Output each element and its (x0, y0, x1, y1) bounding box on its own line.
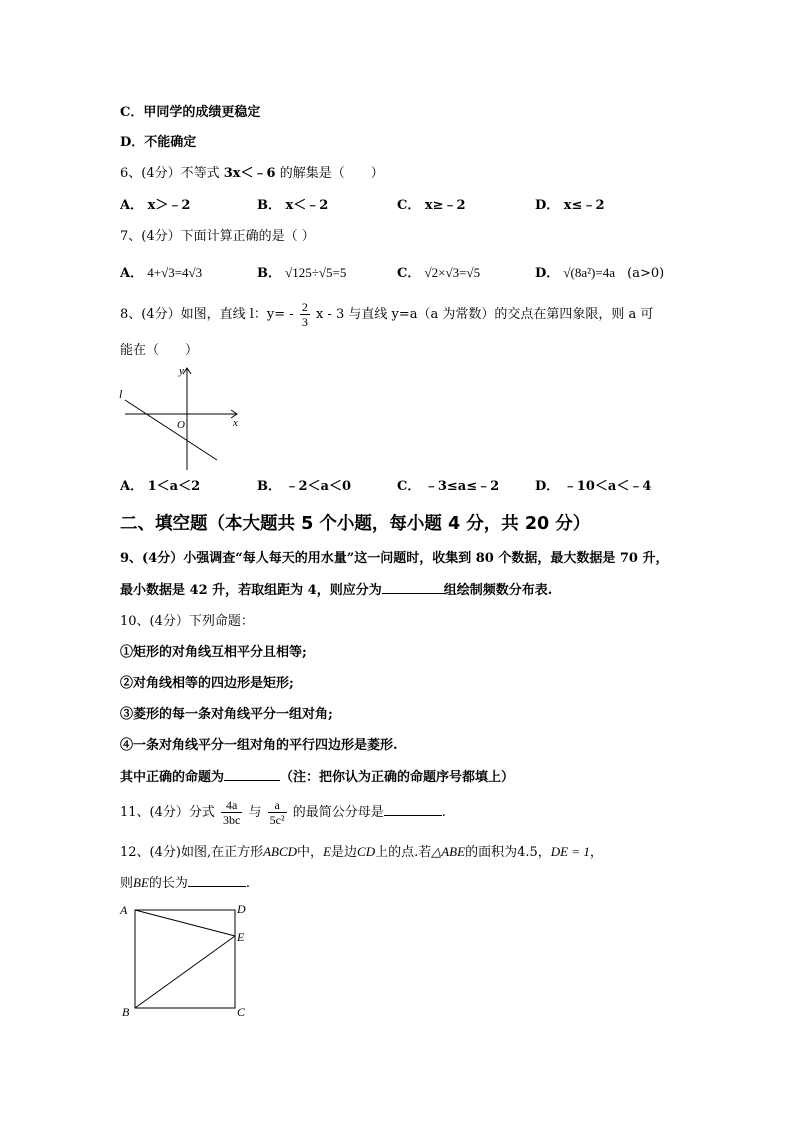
label-y: y (179, 365, 184, 377)
q12-text-shibian: 是边 (331, 845, 358, 860)
q8-stem-pre: 8、(4分）如图，直线 l：y= - (120, 307, 294, 322)
q7-option-a-label: A． (120, 266, 144, 281)
line-l (125, 400, 217, 460)
q7-option-a (120, 264, 202, 283)
q12-answer-blank[interactable] (188, 874, 246, 887)
q6-stem-post: 的解集是（ ） (279, 166, 384, 181)
q8-option-a: A． 1＜a＜2 (120, 479, 201, 494)
q12-square-name: ABCD (263, 844, 298, 859)
q9-answer-blank[interactable] (382, 581, 444, 594)
q6-stem-expr: 3x＜﹣6 (223, 166, 276, 181)
q11-fraction-2-denominator: 5c² (269, 813, 285, 827)
q12-line2: 则BE的长为 . (120, 875, 251, 891)
label-x: x (233, 417, 238, 429)
q11-answer-blank[interactable] (384, 803, 442, 816)
q11-fraction-1-denominator: 3bc (223, 813, 241, 827)
square-abcd (135, 910, 235, 1008)
q7-option-c-expr: √2×√3=√5 (424, 265, 481, 280)
q12-de-length: DE = 1 (550, 844, 590, 859)
q6-stem-pre: 6、(4分）不等式 (120, 166, 220, 181)
section-title: 二、填空题（本大题共 5 个小题，每小题 4 分，共 20 分） (120, 514, 591, 534)
q6-option-c: C． x≥﹣2 (397, 198, 466, 213)
q5-option-d: D．不能确定 (120, 135, 197, 150)
q12-line2-pre: 则 (120, 876, 134, 891)
q7-option-c-label: C． (397, 266, 421, 281)
q9-line2-pre: 最小数据是 42 升，若取组距为 4，则应分为 (120, 583, 382, 598)
q12-comma: ， (589, 845, 603, 860)
q8-stem-post: x - 3 与直线 y=a（a 为常数）的交点在第四象限，则 a 可 (315, 307, 654, 322)
q9-line1: 9、(4分）小强调查“每人每天的用水量”这一问题时，收集到 80 个数据，最大数据是 70 升， (120, 551, 669, 566)
q12-square-figure (115, 898, 260, 1023)
q7-option-d-label: D． (535, 266, 560, 281)
q7-option-a-expr: 4+√3=4√3 (147, 265, 203, 280)
label-d: D (237, 902, 246, 916)
q7-option-d (535, 264, 664, 283)
q5-option-c: C．甲同学的成绩更稳定 (120, 105, 261, 120)
q8-coordinate-figure (115, 362, 245, 474)
q11-stem-post: 的最简公分母是 (292, 805, 384, 820)
label-b: B (122, 1005, 130, 1019)
q11-fraction-1-numerator: 4a (221, 798, 242, 813)
q8-stem (120, 300, 653, 330)
q8-fraction-denominator: 3 (301, 315, 308, 329)
q10-item-4: ④一条对角线平分一组对角的平行四边形是菱形. (120, 738, 398, 753)
q10-item-3: ③菱形的每一条对角线平分一组对角; (120, 707, 333, 722)
label-o: O (177, 419, 185, 431)
q10-answer-pre: 其中正确的命题为 (120, 770, 225, 785)
q12-segment-be: BE (133, 875, 149, 890)
q8-stem-line2: 能在（ ） (120, 343, 199, 358)
label-a: A (120, 903, 128, 917)
q12-text-zhong: 中， (297, 845, 324, 860)
q10-answer-post: （注：把你认为正确的命题序号都填上） (280, 770, 515, 785)
q8-option-b: B． ﹣2＜a＜0 (257, 479, 352, 494)
label-c: C (237, 1005, 246, 1019)
q7-option-c (397, 264, 480, 283)
q7-option-b-label: B． (257, 266, 281, 281)
q11-fraction-2-numerator: a (268, 798, 287, 813)
q7-option-b (257, 264, 346, 283)
q12-text-shangdian: 上的点.若 (375, 845, 432, 860)
q12-text-area: 的面积为4.5， (465, 845, 551, 860)
q6-stem (120, 165, 384, 183)
q12-triangle: △ABE (431, 844, 466, 859)
q12-point-e: E (323, 844, 332, 859)
q8-fraction (300, 300, 310, 329)
q10-answer-line (120, 768, 514, 787)
q7-stem: 7、(4分）下面计算正确的是（ ） (120, 229, 315, 244)
q11-fraction-1 (221, 798, 242, 827)
q11-stem: 11、(4分）分式 $\frac{4a}{3bc}$ 与 $\frac{a}{\text{5c²}}$ 的最简公分母是 . (120, 798, 446, 827)
q12-line1 (120, 843, 603, 862)
q6-option-d: D． x≤﹣2 (535, 198, 605, 213)
q8-option-c: C． ﹣3≤a≤﹣2 (397, 479, 500, 494)
q11-stem-pre: 11、(4分）分式 (120, 805, 215, 820)
q12-side-cd: CD (357, 844, 376, 859)
q11-mid: 与 (248, 805, 262, 820)
q9-line2-post: 组绘制频数分布表. (443, 583, 553, 598)
q6-option-b: B． x＜﹣2 (257, 198, 329, 213)
q10-item-2: ②对角线相等的四边形是矩形; (120, 676, 294, 691)
label-l: l (119, 387, 123, 401)
q7-option-d-condition: (a>0) (627, 266, 665, 281)
q10-item-1: ①矩形的对角线互相平分且相等; (120, 645, 307, 660)
q12-line2-post: 的长为 (148, 876, 188, 891)
q12-line1-pre: 12、(4分)如图,在正方形 (120, 845, 264, 860)
q7-option-b-expr: √125÷√5=5 (285, 265, 347, 280)
q8-fraction-numerator: 2 (301, 300, 308, 314)
q8-option-d: D． ﹣10＜a＜﹣4 (535, 479, 652, 494)
q11-fraction-2 (268, 798, 287, 827)
q9-line2 (120, 581, 552, 600)
q6-option-a: A． x＞﹣2 (120, 198, 191, 213)
q10-stem: 10、(4分）下列命题： (120, 614, 254, 629)
q7-option-d-expr: √(8a²)=4a (563, 265, 615, 280)
label-e: E (237, 930, 245, 944)
q10-answer-blank[interactable] (224, 768, 280, 781)
segment-ae (135, 910, 235, 936)
segment-be (135, 936, 235, 1008)
